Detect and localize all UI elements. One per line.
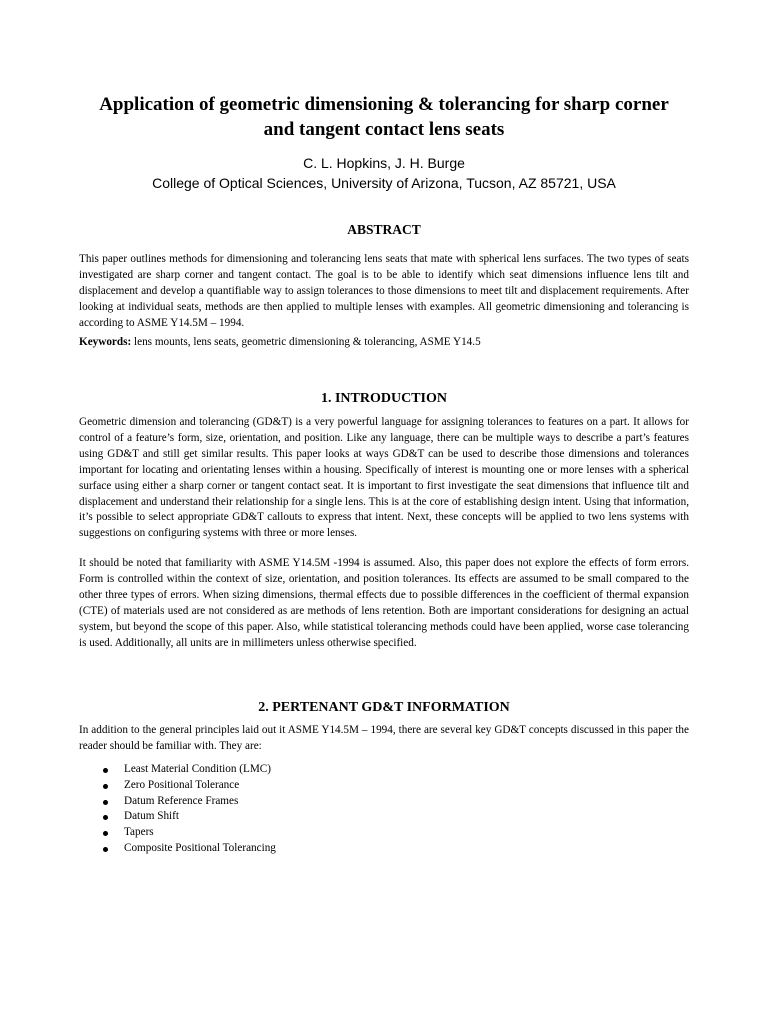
abstract-body: This paper outlines methods for dimensioning and tolerancing lens seats that mate with spherical lens surfaces. The two types of seats investigated are sharp corner and tangent contact. The goal is to be able to identify which seat dimensions influence lens tilt and displacement and develop a quantifiable way to assign tolerances to those dimensions to meet tilt and displacement requirements. After looking at individual seats, methods are then applied to multiple lenses with examples. All geometric dimensioning and tolerancing is according to ASME Y14.5M – 1994. — [79, 253, 689, 329]
keywords — [79, 335, 689, 351]
abstract-heading: ABSTRACT — [347, 222, 421, 237]
list-item — [100, 841, 660, 857]
list-item — [100, 794, 660, 810]
list-item — [100, 825, 660, 841]
list-item-text: Datum Shift — [124, 810, 180, 823]
affiliation: College of Optical Sciences, University of Arizona, Tucson, AZ 85721, USA — [152, 175, 616, 191]
section-heading-gdt-information: 2. PERTENANT GD&T INFORMATION — [258, 700, 510, 715]
gdt-information-paragraph-1: In addition to the general principles laid out it ASME Y14.5M – 1994, there are several key GD&T concepts discussed in this paper the reader should be familiar with. They are: — [79, 724, 689, 752]
bullet-icon — [103, 800, 108, 805]
list-item — [100, 778, 660, 794]
bullet-icon — [103, 768, 108, 773]
paper-title-line-1: Application of geometric dimensioning & tolerancing for sharp corner — [99, 94, 669, 115]
bullet-icon — [103, 784, 108, 789]
gdt-concepts-list — [100, 762, 660, 857]
list-item-text: Zero Positional Tolerance — [124, 778, 240, 791]
paper-title — [60, 92, 708, 142]
keywords-label: Keywords: — [79, 336, 132, 348]
list-item-text: Tapers — [124, 826, 154, 839]
section-heading-introduction: 1. INTRODUCTION — [320, 391, 447, 406]
list-item-text: Least Material Condition (LMC) — [124, 763, 271, 775]
introduction-paragraph-1: Geometric dimension and tolerancing (GD&T) is a very powerful language for assigning tolerances to features on a part. It allows for control of a feature’s form, size, orientation, and position. Like any language, there can be multiple ways to describe a part’s features using GD&T and still get similar results. This paper looks at ways GD&T can be used to describe those dimensions and tolerances important for locating and orientating lenses within a housing. Specifically of interest is mounting one or more lenses with a spherical surface using either a sharp corner or tangent contact seat. It is important to first investigate the seat dimensions that influence tilt and displacement and understand their relationship for a single lens. This is at the core of establishing design intent. Using that information, it’s possible to select appropriate GD&T callouts to express that intent. Next, these concepts will be applied to two lens systems with suggestions on configuring systems with three or more lenses. — [79, 416, 689, 540]
bullet-icon — [103, 847, 108, 852]
bullet-icon — [103, 815, 108, 820]
list-item — [100, 762, 660, 778]
introduction-paragraph-2: It should be noted that familiarity with ASME Y14.5M -1994 is assumed. Also, this paper does not explore the effects of form errors. Form is controlled within the context of size, orientation, and position tolerances. Its effects are assumed to be small compared to the other three types of errors. When sizing dimensions, thermal effects due to possible differences in the coefficient of thermal expansion (CTE) of materials used are not considered as are methods of lens retention. Both are important considerations for designing an actual system, but beyond the scope of this paper. Also, while statistical tolerancing methods could have been applied, worse case tolerancing is used. Additionally, all units are in millimeters unless otherwise specified. — [79, 557, 689, 649]
keywords-text: lens mounts, lens seats, geometric dimensioning & tolerancing, ASME Y14.5 — [131, 336, 481, 348]
authors: C. L. Hopkins, J. H. Burge — [303, 155, 465, 171]
list-item — [100, 809, 660, 825]
bullet-icon — [103, 831, 108, 836]
list-item-text: Composite Positional Tolerancing — [124, 841, 276, 854]
paper-title-line-2: and tangent contact lens seats — [263, 119, 505, 140]
list-item-text: Datum Reference Frames — [124, 794, 239, 807]
